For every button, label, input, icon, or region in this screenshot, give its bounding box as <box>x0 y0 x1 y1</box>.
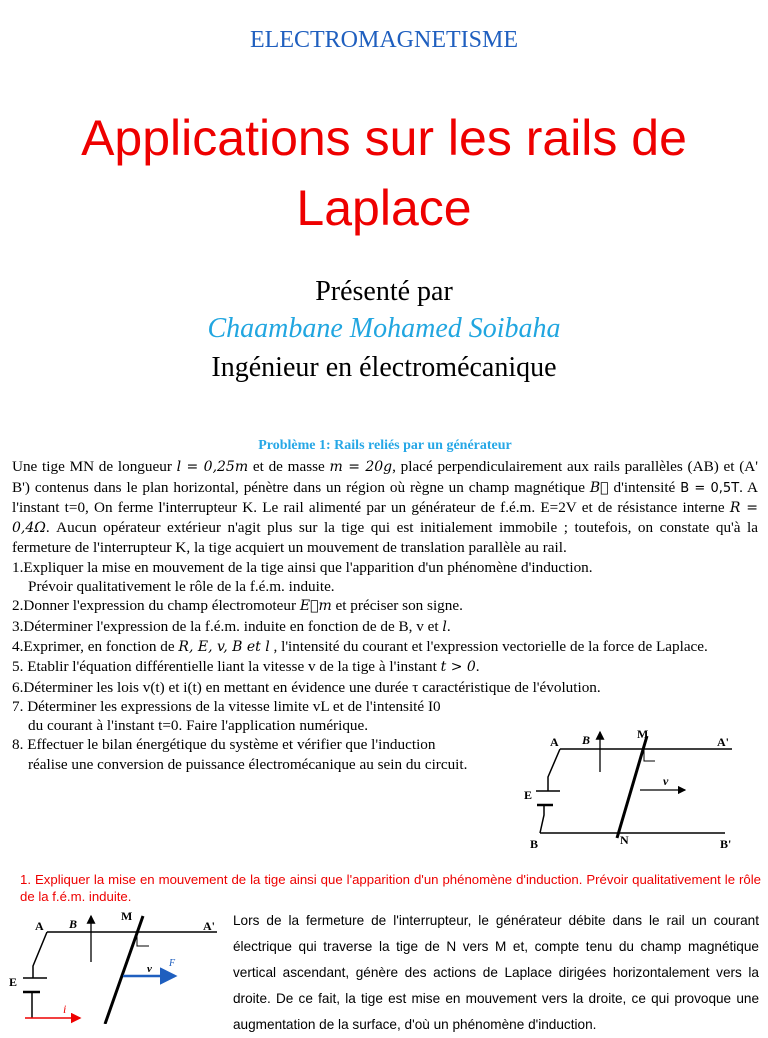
label-e: E <box>9 975 18 989</box>
label-a-prime: A' <box>717 735 729 749</box>
wire-upper <box>33 932 47 978</box>
label-b: B <box>530 837 539 851</box>
question-2: 2.Donner l'expression du champ électromoteur E⃗m et préciser son signe. <box>12 597 463 615</box>
label-current-i: i <box>63 1002 67 1016</box>
question-6: 6.Déterminer les lois v(t) et i(t) en mettant en évidence une durée τ caractéristique de l'évolution. <box>12 678 601 696</box>
slide-title <box>0 103 768 243</box>
wire-lower <box>540 805 544 833</box>
label-vec-v: v <box>663 774 669 788</box>
wire-upper <box>548 749 560 791</box>
rod-mn <box>617 736 647 838</box>
question-7: 7. Déterminer les expressions de la vitesse limite vL et de l'intensité I0 <box>12 697 441 715</box>
author-name: Chaambane Mohamed Soibaha <box>207 313 561 344</box>
right-angle-mark <box>644 749 655 761</box>
question-5: 5. Etablir l'équation différentielle liant la vitesse v de la tige à l'instant t > 0. <box>12 658 480 676</box>
problem-title: Problème 1: Rails reliés par un générateur <box>258 438 512 453</box>
label-a: A <box>35 919 44 933</box>
problem-intro: Une tige MN de longueur l = 0,25m et de masse m = 20g, placé perpendiculairement aux rails parallèles (AB) et (A' B') contenus dans le plan horizontal, pénètre dans un région où règne un champ magnétique B⃗ d'intensité B = 0,5T. A l'instant t=0, On ferme l'interrupteur K. Le rail alimenté par un générateur de f.é.m. E=2V et de résistance interne R = 0,4Ω. Aucun opérateur extérieur n'agit plus sur la tige qui est initialement immobile ; toutefois, on constate qu'à la fermeture de l'interrupteur K, la tige acquiert un mouvement de translation parallèle au rail. <box>12 458 758 557</box>
rails-diagram <box>520 722 745 852</box>
question-1: 1.Expliquer la mise en mouvement de la tige ainsi que l'apparition d'un phénomène d'induction. <box>12 558 593 576</box>
question-3: 3.Déterminer l'expression de la f.é.m. induite en fonction de de B, v et l. <box>12 617 451 635</box>
title-slide <box>0 0 768 424</box>
label-e: E <box>524 788 533 802</box>
question-8: 8. Effectuer le bilan énergétique du système et vérifier que l'induction <box>12 736 436 754</box>
question-8-cont: réalise une conversion de puissance électromécanique au sein du circuit. <box>28 755 468 773</box>
question-4: 4.Exprimer, en fonction de R, E, v, B et l , l'intensité du courant et l'expression vectorielle de la force de Laplace. <box>12 637 708 655</box>
label-b-prime: B' <box>720 837 732 851</box>
slide-title-line-1: Applications sur les rails de <box>81 110 687 166</box>
rails-diagram-current <box>5 906 225 1024</box>
question-1-cont: Prévoir qualitativement le rôle de la f.é.m. induite. <box>28 578 335 596</box>
label-a-prime: A' <box>203 919 215 933</box>
slide-title-line-2: Laplace <box>296 180 472 236</box>
question-1-answer: Lors de la fermeture de l'interrupteur, le générateur débite dans le rail un courant électrique qui traverse la tige de N vers M et, compte tenu du champ magnétique vertical ascendant, génère des actions de Laplace dirigées horizontalement vers la droite. De ce fait, la tige est mise en mouvement vers la droite, ce qui provoque une augmentation de la surface, d'où un phénomène d'induction. <box>233 913 759 1032</box>
author-role: Ingénieur en électromécanique <box>211 352 557 383</box>
label-vec-b: B <box>69 917 78 931</box>
label-n: N <box>620 833 629 847</box>
label-a: A <box>550 735 559 749</box>
label-m: M <box>121 909 133 923</box>
question-7-cont: du courant à l'instant t=0. Faire l'application numérique. <box>28 717 369 735</box>
label-m: M <box>637 727 649 741</box>
label-vec-f: F <box>169 958 176 969</box>
question-1-heading: 1. Expliquer la mise en mouvement de la tige ainsi que l'apparition d'un phénomène d'induction. Prévoir qualitativement le rôle de la f.é.m. induite. <box>20 872 761 904</box>
label-vec-v: v <box>147 963 152 975</box>
subject-heading: ELECTROMAGNETISME <box>250 27 518 53</box>
label-vec-b: B <box>582 733 591 747</box>
presented-by: Présenté par <box>315 276 453 307</box>
right-angle-mark <box>137 932 149 946</box>
